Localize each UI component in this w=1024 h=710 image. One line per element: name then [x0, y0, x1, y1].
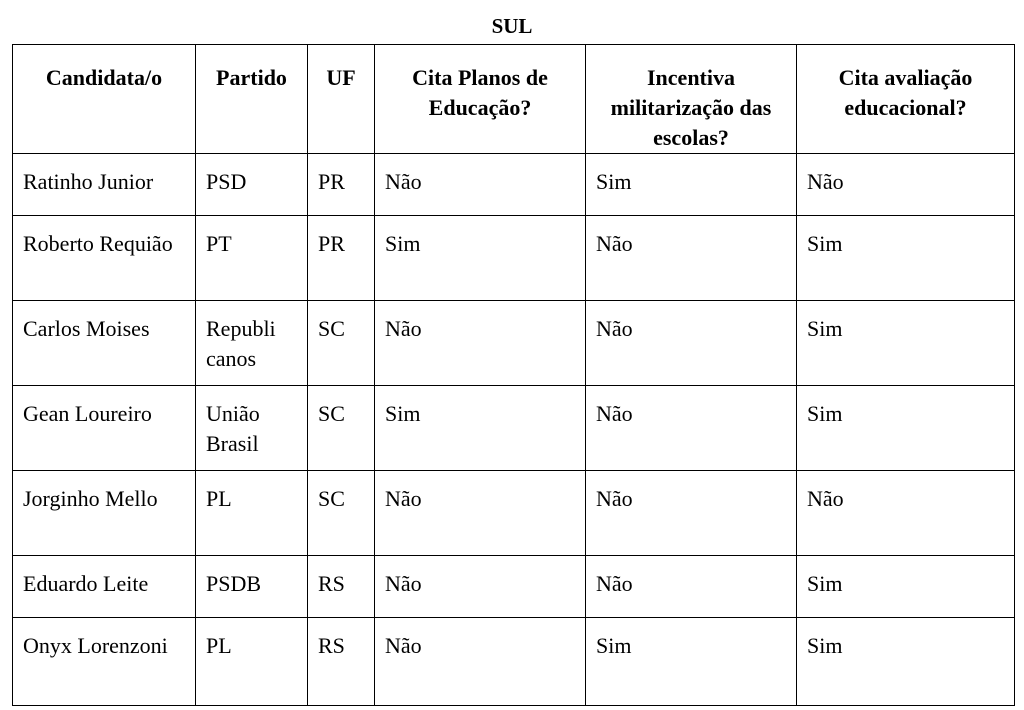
cell-evaluation: Não — [797, 154, 1015, 216]
cell-state: SC — [308, 301, 375, 386]
table-row — [13, 216, 1015, 301]
cell-evaluation: Não — [797, 471, 1015, 556]
header-evaluation: Cita avaliação educacional? — [797, 45, 1015, 154]
cell-state: SC — [308, 471, 375, 556]
table-title: SUL — [491, 14, 533, 38]
cell-evaluation: Sim — [797, 216, 1015, 301]
cell-education-plans: Não — [375, 154, 586, 216]
cell-education-plans: Sim — [375, 386, 586, 471]
cell-candidate: Eduardo Leite — [13, 556, 196, 618]
table-row — [13, 471, 1015, 556]
header-candidate: Candidata/o — [13, 45, 196, 154]
cell-candidate: Roberto Requião — [13, 216, 196, 301]
header-row — [13, 45, 1015, 154]
cell-education-plans: Não — [375, 618, 586, 706]
cell-party: PSD — [196, 154, 308, 216]
cell-militarization: Não — [586, 471, 797, 556]
cell-education-plans: Sim — [375, 216, 586, 301]
cell-militarization: Não — [586, 216, 797, 301]
cell-party: PL — [196, 618, 308, 706]
header-party: Partido — [196, 45, 308, 154]
table-row — [13, 618, 1015, 706]
cell-evaluation: Sim — [797, 556, 1015, 618]
cell-candidate: Carlos Moises — [13, 301, 196, 386]
table-row — [13, 154, 1015, 216]
cell-candidate: Ratinho Junior — [13, 154, 196, 216]
cell-party: União Brasil — [196, 386, 308, 471]
cell-evaluation: Sim — [797, 386, 1015, 471]
cell-party: PL — [196, 471, 308, 556]
table-row — [13, 556, 1015, 618]
table-header — [13, 45, 1015, 154]
cell-party: PT — [196, 216, 308, 301]
candidates-table — [12, 44, 1015, 706]
cell-education-plans: Não — [375, 301, 586, 386]
table-body — [13, 154, 1015, 706]
cell-state: SC — [308, 386, 375, 471]
cell-candidate: Jorginho Mello — [13, 471, 196, 556]
cell-state: RS — [308, 618, 375, 706]
cell-militarization: Não — [586, 556, 797, 618]
cell-state: PR — [308, 154, 375, 216]
cell-education-plans: Não — [375, 556, 586, 618]
cell-state: RS — [308, 556, 375, 618]
table-row — [13, 301, 1015, 386]
table-row — [13, 386, 1015, 471]
cell-militarization: Não — [586, 386, 797, 471]
cell-evaluation: Sim — [797, 618, 1015, 706]
cell-militarization: Sim — [586, 154, 797, 216]
cell-party: PSDB — [196, 556, 308, 618]
cell-militarization: Sim — [586, 618, 797, 706]
cell-evaluation: Sim — [797, 301, 1015, 386]
cell-candidate: Onyx Lorenzoni — [13, 618, 196, 706]
cell-candidate: Gean Loureiro — [13, 386, 196, 471]
cell-party: Republi canos — [196, 301, 308, 386]
cell-state: PR — [308, 216, 375, 301]
cell-militarization: Não — [586, 301, 797, 386]
header-state: UF — [308, 45, 375, 154]
header-militarization: Incentiva militarização das escolas? — [586, 45, 797, 154]
header-education-plans: Cita Planos de Educação? — [375, 45, 586, 154]
cell-education-plans: Não — [375, 471, 586, 556]
